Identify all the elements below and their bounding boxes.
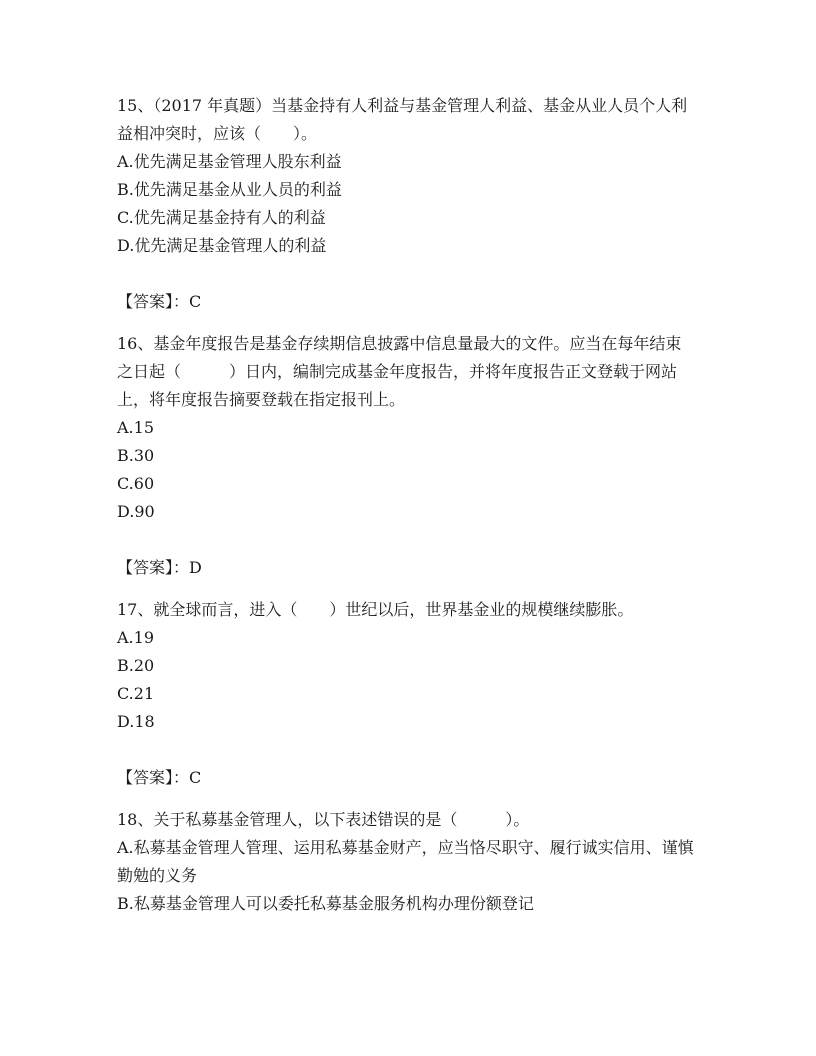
exam-page — [117, 92, 697, 918]
question-18 — [117, 806, 697, 918]
option-d: D.优先满足基金管理人的利益 — [117, 236, 327, 255]
option-c: C.60 — [117, 474, 155, 493]
question-16 — [117, 330, 697, 582]
question-text: 16、基金年度报告是基金存续期信息披露中信息量最大的文件。应当在每年结束之日起（ ）日内，编制完成基金年度报告，并将年度报告正文登载于网站上，将年度报告摘要登载在指定报刊上。 — [117, 334, 682, 409]
answer-value: C — [189, 292, 202, 311]
question-text: 17、就全球而言，进入（ ）世纪以后，世界基金业的规模继续膨胀。 — [117, 600, 634, 619]
answer-line — [117, 554, 697, 582]
answer-line — [117, 288, 697, 316]
option-b: B.优先满足基金从业人员的利益 — [117, 180, 342, 199]
question-text: 15、（2017 年真题）当基金持有人利益与基金管理人利益、基金从业人员个人利益相冲突时，应该（ ）。 — [117, 96, 688, 143]
option-c: C.优先满足基金持有人的利益 — [117, 208, 326, 227]
answer-value: D — [189, 558, 202, 577]
answer-label: 【答案】： — [117, 292, 190, 311]
question-17 — [117, 596, 697, 792]
option-d: D.18 — [117, 712, 155, 731]
answer-label: 【答案】： — [117, 768, 190, 787]
answer-value: C — [189, 768, 202, 787]
option-b: B.私募基金管理人可以委托私募基金服务机构办理份额登记 — [117, 894, 534, 913]
answer-line — [117, 764, 697, 792]
option-c: C.21 — [117, 684, 155, 703]
option-a: A.15 — [117, 418, 154, 437]
option-b: B.20 — [117, 656, 155, 675]
answer-label: 【答案】： — [117, 558, 190, 577]
option-a: A.优先满足基金管理人股东利益 — [117, 152, 342, 171]
option-a: A.私募基金管理人管理、运用私募基金财产，应当恪尽职守、履行诚实信用、谨慎勤勉的义务 — [117, 838, 694, 885]
question-15 — [117, 92, 697, 316]
option-a: A.19 — [117, 628, 154, 647]
option-b: B.30 — [117, 446, 155, 465]
question-text: 18、关于私募基金管理人，以下表述错误的是（ ）。 — [117, 810, 530, 829]
option-d: D.90 — [117, 502, 155, 521]
